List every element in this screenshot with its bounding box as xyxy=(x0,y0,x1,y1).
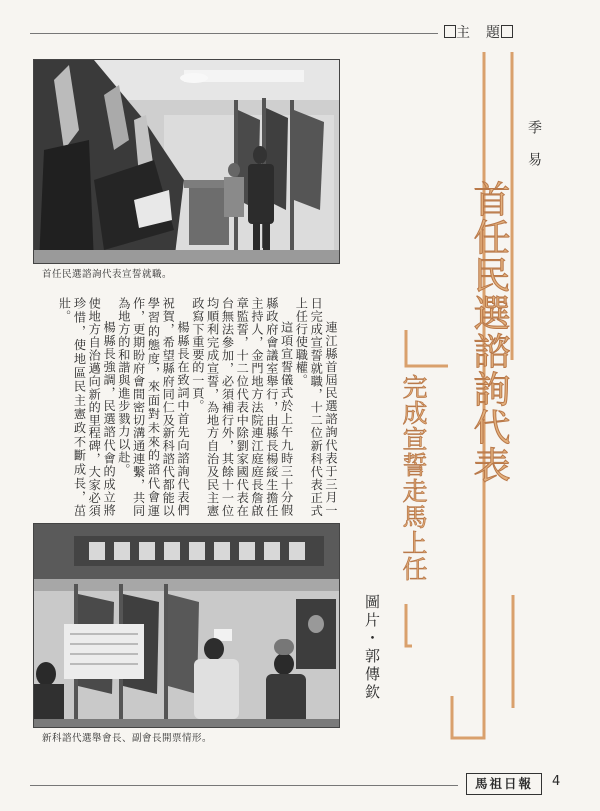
photo-vote-count xyxy=(33,523,340,728)
photo-caption-bottom: 新科諮代選舉會長、副會長開票情形。 xyxy=(42,733,213,744)
page-number: 4 xyxy=(552,774,561,789)
topic-label: 主 題 xyxy=(456,25,501,41)
photo-caption-top: 首任民選諮詢代表宣誓就職。 xyxy=(42,269,173,280)
article-paragraph: 這項宣誓儀式於上午九時三十分假縣政府會議室舉行，由縣長楊綏生擔任主持人，金門地方法院連江庭庭長詹啟章監誓，十二位代表中除劉家國代表在台無法參加，必須補行外，其餘十一位均順利完成宣誓，為地方自治及民主憲政寫下重要的一頁。 xyxy=(190,297,294,517)
author-byline: 季易 xyxy=(526,120,542,184)
article-paragraph: 連江縣首屆民選諮詢代表于三月一日完成宣誓就職，十二位新科代表正式上任行使職權。 xyxy=(294,297,338,517)
publication-name: 馬祖日報 xyxy=(466,773,542,795)
article-paragraph: 楊縣長強調，民選諮代會的成立將使地方自治邁向新的里程碑，大家必須珍惜，使地區民主憲政不斷成長，茁壯。 xyxy=(57,297,117,517)
photo-swearing-in xyxy=(33,59,340,264)
bottom-rule xyxy=(30,785,458,786)
article-body xyxy=(36,297,338,517)
subheadline: 完成宣誓走馬上任 xyxy=(399,374,428,582)
headline: 首任民選諮詢代表 xyxy=(467,180,510,484)
article-paragraph: 楊縣長在致詞中首先向諮詢代表們祝賀，希望縣府同仁及新科諮代都能以學習的態度，來面對未來的諮代會運作，更期盼府會間密切溝通連繫，共同為地方的和諧與進步戮力以赴。 xyxy=(116,297,191,517)
photo-credit: 圖片・郭傳欽 xyxy=(363,594,381,702)
